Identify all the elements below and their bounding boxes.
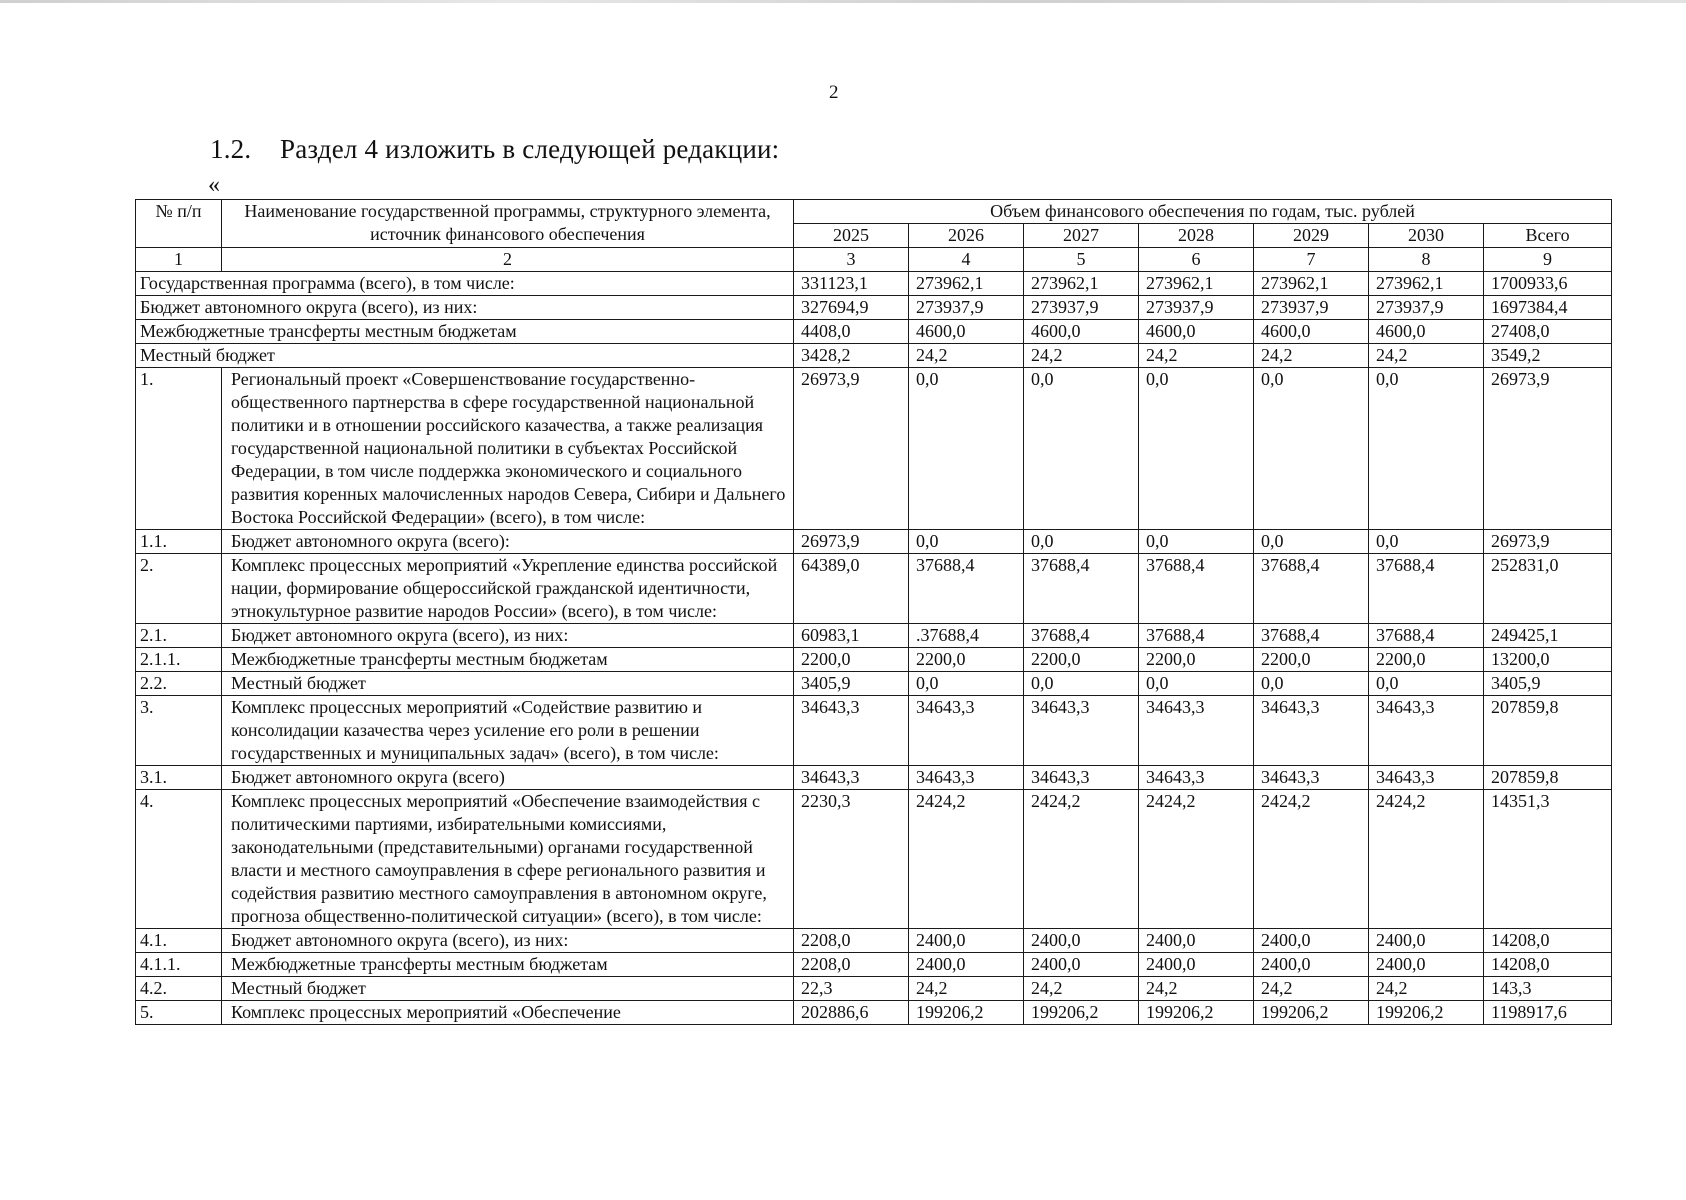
row-number: 2.	[136, 554, 222, 624]
table-row	[136, 624, 1612, 648]
row-number: 4.	[136, 790, 222, 929]
table-row	[136, 554, 1612, 624]
column-number: 6	[1139, 248, 1254, 272]
value-cell: 199206,2	[1254, 1001, 1369, 1025]
value-cell: 202886,6	[794, 1001, 909, 1025]
value-cell: 331123,1	[794, 272, 909, 296]
summary-row	[136, 320, 1612, 344]
value-cell: 0,0	[909, 368, 1024, 530]
value-cell: 2200,0	[909, 648, 1024, 672]
value-cell: 2200,0	[1369, 648, 1484, 672]
header-year: 2029	[1254, 224, 1369, 248]
row-name: Межбюджетные трансферты местным бюджетам	[222, 953, 794, 977]
row-name: Межбюджетные трансферты местным бюджетам	[222, 648, 794, 672]
value-cell: 14351,3	[1484, 790, 1612, 929]
value-cell: 2400,0	[909, 929, 1024, 953]
row-name: Комплекс процессных мероприятий «Укрепление единства российской нации, формирование общероссийской гражданской идентичности, этнокультурное развитие народов России» (всего), в том числе:	[222, 554, 794, 624]
summary-row	[136, 344, 1612, 368]
value-cell: 273937,9	[1139, 296, 1254, 320]
value-cell: 0,0	[1024, 672, 1139, 696]
value-cell: 37688,4	[1139, 624, 1254, 648]
value-cell: 273937,9	[1369, 296, 1484, 320]
value-cell: 2424,2	[909, 790, 1024, 929]
value-cell: 0,0	[1369, 368, 1484, 530]
value-cell: 26973,9	[1484, 530, 1612, 554]
value-cell: 273962,1	[1369, 272, 1484, 296]
value-cell: 0,0	[909, 672, 1024, 696]
heading-number: 1.2.	[210, 134, 252, 164]
value-cell: 1697384,4	[1484, 296, 1612, 320]
value-cell: 37688,4	[909, 554, 1024, 624]
value-cell: 2400,0	[1139, 929, 1254, 953]
row-name: Местный бюджет	[222, 672, 794, 696]
value-cell: 34643,3	[1369, 766, 1484, 790]
row-number: 4.1.	[136, 929, 222, 953]
value-cell: 24,2	[1254, 977, 1369, 1001]
value-cell: 2200,0	[794, 648, 909, 672]
row-number: 2.1.	[136, 624, 222, 648]
row-name: Региональный проект «Совершенствование государственно-общественного партнерства в сфере государственной национальной политики и в отношении российского казачества, а также реализация государственной национальной политики в субъектах Российской Федерации, в том числе поддержка экономического и социального развития коренных малочисленных народов Севера, Сибири и Дальнего Востока Российской Федерации» (всего), в том числе:	[222, 368, 794, 530]
value-cell: 199206,2	[909, 1001, 1024, 1025]
header-year: Всего	[1484, 224, 1612, 248]
value-cell: 34643,3	[909, 696, 1024, 766]
open-quote-mark: «	[208, 172, 220, 198]
value-cell: 24,2	[909, 977, 1024, 1001]
column-number: 5	[1024, 248, 1139, 272]
column-number: 4	[909, 248, 1024, 272]
value-cell: 2400,0	[1254, 953, 1369, 977]
header-year: 2026	[909, 224, 1024, 248]
value-cell: 37688,4	[1369, 554, 1484, 624]
value-cell: 273962,1	[909, 272, 1024, 296]
value-cell: 0,0	[1024, 368, 1139, 530]
header-year: 2030	[1369, 224, 1484, 248]
value-cell: 2200,0	[1024, 648, 1139, 672]
value-cell: 0,0	[1139, 530, 1254, 554]
value-cell: 0,0	[1254, 368, 1369, 530]
value-cell: 34643,3	[909, 766, 1024, 790]
row-name: Комплекс процессных мероприятий «Обеспечение	[222, 1001, 794, 1025]
table-row	[136, 1001, 1612, 1025]
table-row	[136, 929, 1612, 953]
value-cell: 2200,0	[1254, 648, 1369, 672]
value-cell: 249425,1	[1484, 624, 1612, 648]
row-name: Комплекс процессных мероприятий «Обеспечение взаимодействия с политическими партиями, избирательными комиссиями, законодательными (представительными) органами государственной власти и местного самоуправления в сфере регионального развития и содействия развитию местного самоуправления в автономном округе, прогноза общественно-политической ситуации» (всего), в том числе:	[222, 790, 794, 929]
value-cell: 2400,0	[909, 953, 1024, 977]
row-number: 2.2.	[136, 672, 222, 696]
row-number: 3.	[136, 696, 222, 766]
value-cell: 207859,8	[1484, 766, 1612, 790]
row-name: Бюджет автономного округа (всего), из них:	[222, 624, 794, 648]
value-cell: 3405,9	[1484, 672, 1612, 696]
column-number-row	[136, 248, 1612, 272]
value-cell: 34643,3	[1139, 766, 1254, 790]
row-name: Бюджет автономного округа (всего), из них:	[136, 296, 794, 320]
table-row	[136, 977, 1612, 1001]
value-cell: 24,2	[1254, 344, 1369, 368]
row-number: 2.1.1.	[136, 648, 222, 672]
value-cell: 37688,4	[1024, 554, 1139, 624]
header-year: 2025	[794, 224, 909, 248]
value-cell: 34643,3	[1024, 696, 1139, 766]
row-number: 4.1.1.	[136, 953, 222, 977]
value-cell: 199206,2	[1024, 1001, 1139, 1025]
row-name: Бюджет автономного округа (всего):	[222, 530, 794, 554]
value-cell: 4600,0	[1254, 320, 1369, 344]
value-cell: 37688,4	[1254, 554, 1369, 624]
header-year: 2028	[1139, 224, 1254, 248]
value-cell: 34643,3	[794, 696, 909, 766]
value-cell: 13200,0	[1484, 648, 1612, 672]
value-cell: 26973,9	[794, 530, 909, 554]
value-cell: 273962,1	[1139, 272, 1254, 296]
value-cell: 4408,0	[794, 320, 909, 344]
value-cell: 22,3	[794, 977, 909, 1001]
value-cell: 37688,4	[1139, 554, 1254, 624]
table-row	[136, 953, 1612, 977]
header-group: Объем финансового обеспечения по годам, тыс. рублей	[794, 200, 1612, 224]
value-cell: 2400,0	[1254, 929, 1369, 953]
table-row	[136, 368, 1612, 530]
value-cell: .37688,4	[909, 624, 1024, 648]
value-cell: 24,2	[1369, 344, 1484, 368]
value-cell: 26973,9	[794, 368, 909, 530]
value-cell: 4600,0	[1369, 320, 1484, 344]
value-cell: 14208,0	[1484, 929, 1612, 953]
value-cell: 37688,4	[1254, 624, 1369, 648]
row-number: 1.	[136, 368, 222, 530]
value-cell: 24,2	[1139, 344, 1254, 368]
value-cell: 199206,2	[1369, 1001, 1484, 1025]
page-number: 2	[829, 82, 839, 103]
value-cell: 2230,3	[794, 790, 909, 929]
column-number: 1	[136, 248, 222, 272]
value-cell: 3405,9	[794, 672, 909, 696]
value-cell: 0,0	[1024, 530, 1139, 554]
value-cell: 24,2	[1024, 344, 1139, 368]
row-name: Комплекс процессных мероприятий «Содействие развитию и консолидации казачества через усиление его роли в решении государственных и муниципальных задач» (всего), в том числе:	[222, 696, 794, 766]
table-row	[136, 672, 1612, 696]
column-number: 3	[794, 248, 909, 272]
row-number: 5.	[136, 1001, 222, 1025]
table-row	[136, 648, 1612, 672]
table-row	[136, 530, 1612, 554]
value-cell: 1700933,6	[1484, 272, 1612, 296]
value-cell: 0,0	[1254, 530, 1369, 554]
value-cell: 1198917,6	[1484, 1001, 1612, 1025]
summary-row	[136, 296, 1612, 320]
value-cell: 14208,0	[1484, 953, 1612, 977]
financing-table	[135, 199, 1612, 1025]
value-cell: 0,0	[1369, 530, 1484, 554]
table-row	[136, 696, 1612, 766]
value-cell: 0,0	[1369, 672, 1484, 696]
column-number: 2	[222, 248, 794, 272]
value-cell: 273937,9	[1254, 296, 1369, 320]
value-cell: 2200,0	[1139, 648, 1254, 672]
value-cell: 4600,0	[1139, 320, 1254, 344]
value-cell: 2400,0	[1139, 953, 1254, 977]
value-cell: 273962,1	[1254, 272, 1369, 296]
value-cell: 34643,3	[1254, 766, 1369, 790]
value-cell: 273937,9	[909, 296, 1024, 320]
value-cell: 34643,3	[1369, 696, 1484, 766]
row-name: Местный бюджет	[136, 344, 794, 368]
value-cell: 37688,4	[1024, 624, 1139, 648]
column-number: 7	[1254, 248, 1369, 272]
summary-row	[136, 272, 1612, 296]
value-cell: 0,0	[1139, 368, 1254, 530]
value-cell: 2208,0	[794, 929, 909, 953]
value-cell: 327694,9	[794, 296, 909, 320]
value-cell: 34643,3	[1139, 696, 1254, 766]
value-cell: 199206,2	[1139, 1001, 1254, 1025]
value-cell: 2424,2	[1139, 790, 1254, 929]
value-cell: 2208,0	[794, 953, 909, 977]
value-cell: 2424,2	[1369, 790, 1484, 929]
table-body	[136, 248, 1612, 1025]
row-number: 1.1.	[136, 530, 222, 554]
value-cell: 4600,0	[1024, 320, 1139, 344]
value-cell: 2424,2	[1024, 790, 1139, 929]
value-cell: 34643,3	[1024, 766, 1139, 790]
value-cell: 24,2	[1024, 977, 1139, 1001]
heading-text: Раздел 4 изложить в следующей редакции:	[280, 134, 780, 164]
scan-edge-artifact	[0, 0, 1686, 3]
header-name: Наименование государственной программы, структурного элемента, источник финансового обеспечения	[222, 200, 794, 248]
value-cell: 273937,9	[1024, 296, 1139, 320]
row-name: Бюджет автономного округа (всего), из них:	[222, 929, 794, 953]
value-cell: 0,0	[1254, 672, 1369, 696]
value-cell: 34643,3	[1254, 696, 1369, 766]
table-row	[136, 766, 1612, 790]
value-cell: 24,2	[1139, 977, 1254, 1001]
value-cell: 0,0	[909, 530, 1024, 554]
header-num: № п/п	[136, 200, 222, 248]
value-cell: 24,2	[1369, 977, 1484, 1001]
value-cell: 37688,4	[1369, 624, 1484, 648]
value-cell: 3428,2	[794, 344, 909, 368]
row-name: Местный бюджет	[222, 977, 794, 1001]
value-cell: 2424,2	[1254, 790, 1369, 929]
row-name: Государственная программа (всего), в том числе:	[136, 272, 794, 296]
table-row	[136, 790, 1612, 929]
value-cell: 207859,8	[1484, 696, 1612, 766]
value-cell: 34643,3	[794, 766, 909, 790]
header-year: 2027	[1024, 224, 1139, 248]
row-number: 4.2.	[136, 977, 222, 1001]
column-number: 8	[1369, 248, 1484, 272]
value-cell: 64389,0	[794, 554, 909, 624]
value-cell: 2400,0	[1369, 953, 1484, 977]
row-number: 3.1.	[136, 766, 222, 790]
value-cell: 273962,1	[1024, 272, 1139, 296]
value-cell: 24,2	[909, 344, 1024, 368]
section-heading	[210, 134, 779, 165]
row-name: Межбюджетные трансферты местным бюджетам	[136, 320, 794, 344]
column-number: 9	[1484, 248, 1612, 272]
value-cell: 2400,0	[1024, 953, 1139, 977]
value-cell: 60983,1	[794, 624, 909, 648]
value-cell: 3549,2	[1484, 344, 1612, 368]
value-cell: 0,0	[1139, 672, 1254, 696]
value-cell: 2400,0	[1024, 929, 1139, 953]
value-cell: 252831,0	[1484, 554, 1612, 624]
value-cell: 2400,0	[1369, 929, 1484, 953]
row-name: Бюджет автономного округа (всего)	[222, 766, 794, 790]
value-cell: 26973,9	[1484, 368, 1612, 530]
value-cell: 4600,0	[909, 320, 1024, 344]
value-cell: 143,3	[1484, 977, 1612, 1001]
value-cell: 27408,0	[1484, 320, 1612, 344]
